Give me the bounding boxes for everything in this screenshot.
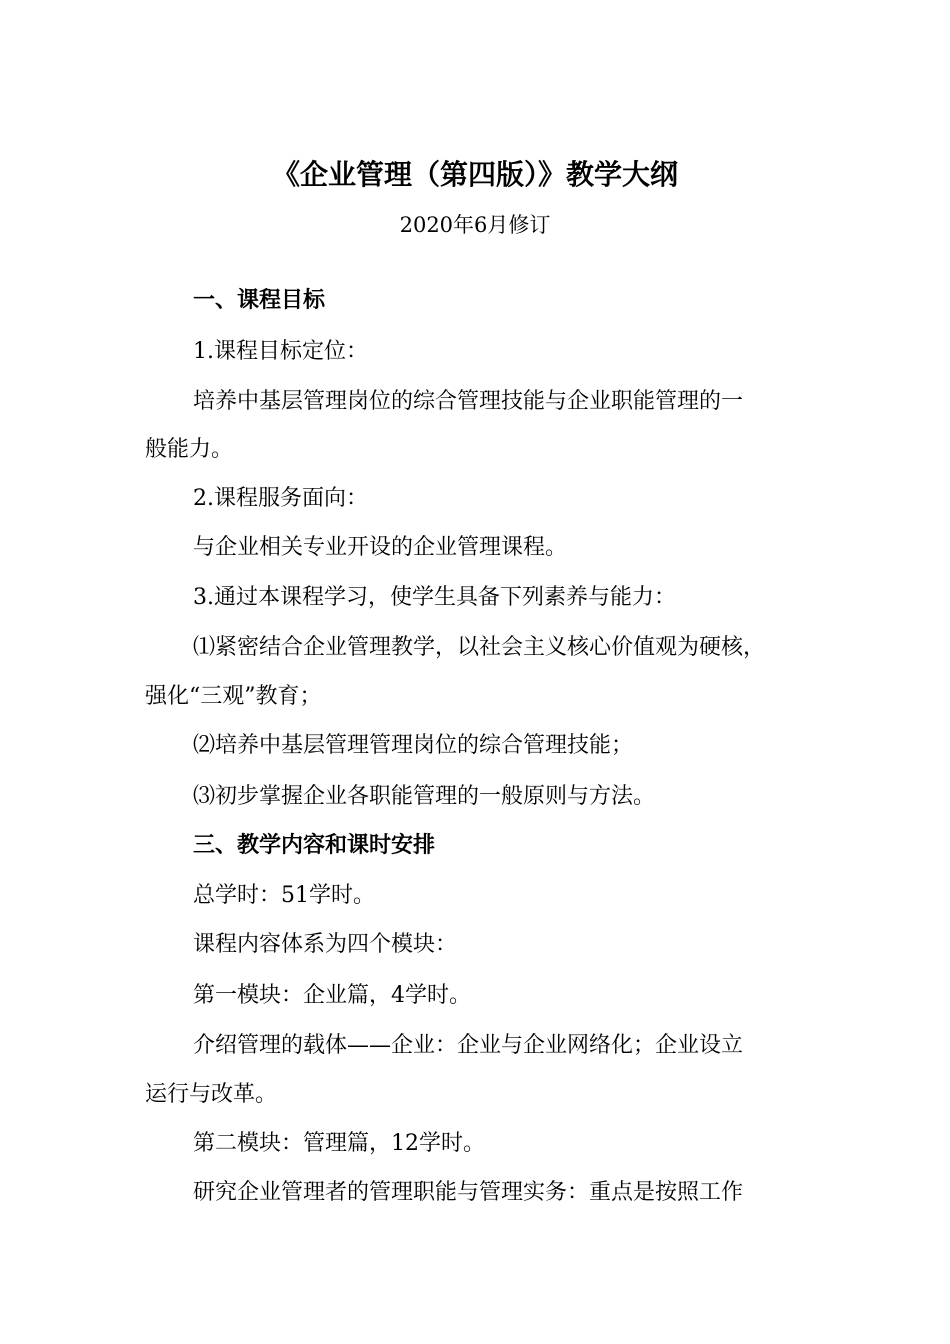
paragraph-line: ⑴紧密结合企业管理教学，以社会主义核心价值观为硬核， [193,635,766,660]
paragraph-line: ⑵培养中基层管理管理岗位的综合管理技能； [193,733,634,758]
paragraph-line: 总学时：51学时。 [193,883,375,908]
paragraph-line: 运行与改革。 [145,1082,278,1107]
paragraph-line: 第二模块：管理篇，12学时。 [193,1131,485,1156]
document-title: 《企业管理（第四版）》教学大纲 [271,158,678,191]
paragraph-line: 第一模块：企业篇，4学时。 [193,983,471,1008]
paragraph-line: 2.课程服务面向： [193,486,368,511]
paragraph-line: 介绍管理的载体——企业：企业与企业网络化；企业设立 [193,1033,744,1058]
section-heading-course-goals: 一、课程目标 [193,288,326,313]
revision-date: 2020年6月修订 [399,213,551,237]
paragraph-line: 研究企业管理者的管理职能与管理实务：重点是按照工作 [193,1180,744,1205]
paragraph-line: 培养中基层管理岗位的综合管理技能与企业职能管理的一 [193,389,744,414]
paragraph-line: 强化“三观”教育； [145,684,322,709]
paragraph-line: 般能力。 [145,437,234,462]
section-heading-teaching-content: 三、教学内容和课时安排 [193,833,436,858]
paragraph-line: 3.通过本课程学习，使学生具备下列素养与能力： [193,585,676,610]
paragraph-line: 1.课程目标定位： [193,339,368,364]
paragraph-line: 与企业相关专业开设的企业管理课程。 [193,535,568,560]
paragraph-line: 课程内容体系为四个模块： [193,932,458,957]
paragraph-line: ⑶初步掌握企业各职能管理的一般原则与方法。 [193,784,656,809]
